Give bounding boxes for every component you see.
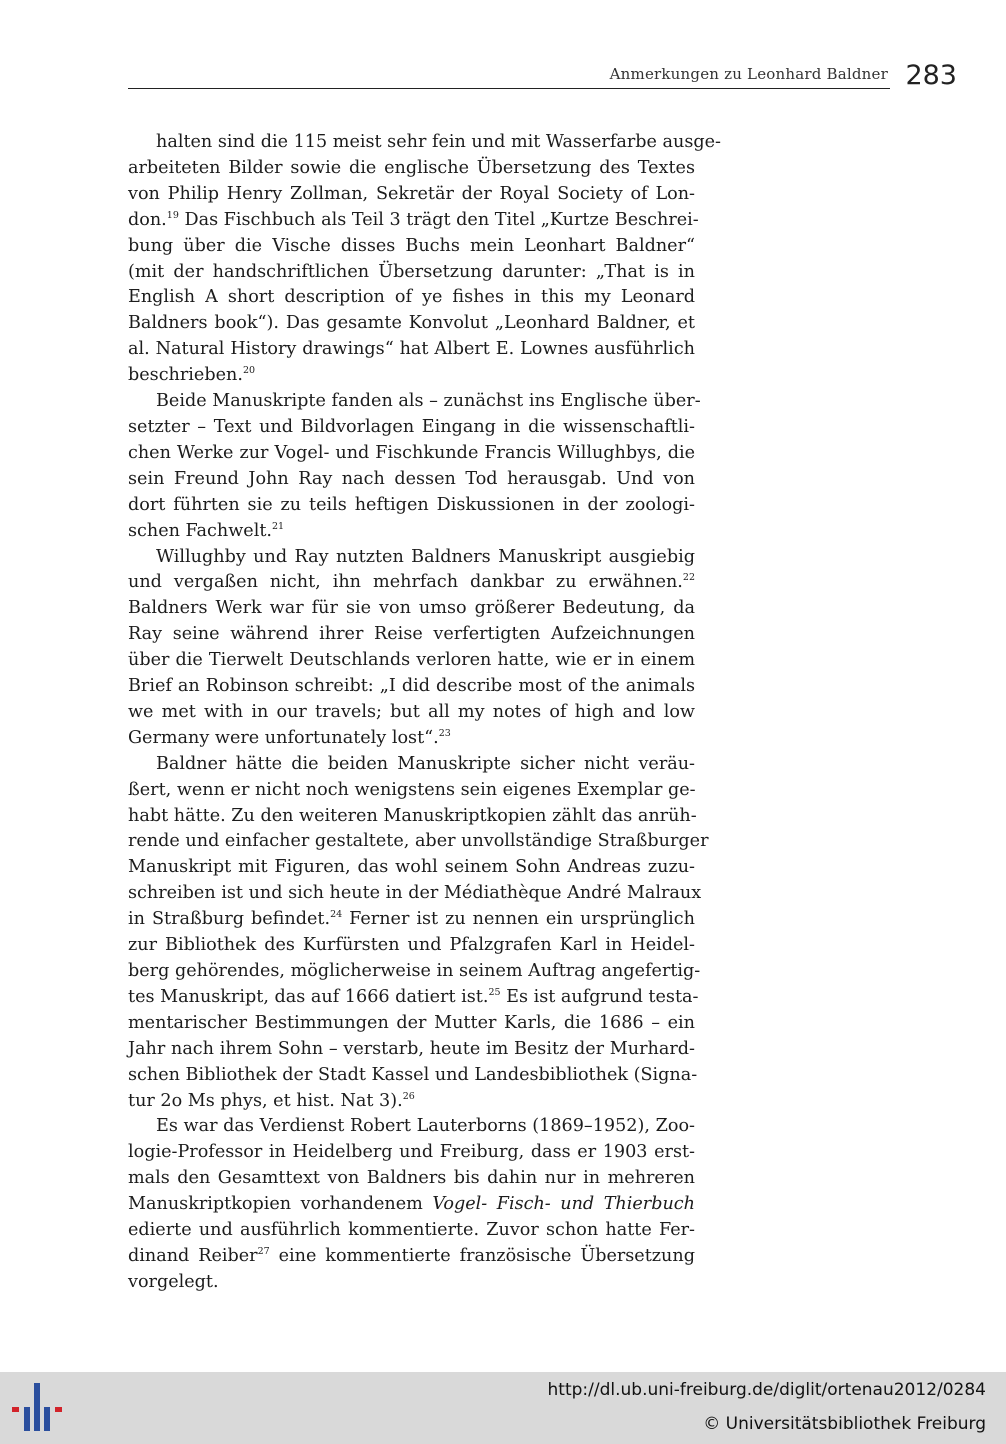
italic-title: Vogel- Fisch- und Thierbuch	[432, 1194, 695, 1215]
text-run: in Straßburg befindet.	[128, 909, 331, 930]
paragraph	[128, 389, 701, 544]
page-number: 283	[905, 60, 957, 91]
text-line	[128, 1218, 695, 1244]
text-run: und vergaßen nicht, ihn mehrfach dankbar zu erwähnen.	[128, 572, 683, 593]
text-line	[128, 467, 695, 493]
text-line	[128, 337, 695, 363]
paragraph	[128, 545, 695, 752]
text-run: English A short description of ye fishes in this my Leonard	[128, 287, 695, 308]
text-line	[128, 1114, 695, 1140]
body-text	[128, 130, 721, 1296]
text-line	[128, 700, 695, 726]
text-run: edierte und ausführlich kommentierte. Zuvor schon hatte Fer-	[128, 1220, 695, 1241]
text-run: don.	[128, 209, 167, 230]
footnote-marker: 25	[488, 986, 501, 998]
text-line	[128, 648, 695, 674]
text-run: dinand Reiber	[128, 1245, 258, 1266]
text-run: mals den Gesamttext von Baldners bis dahin nur in mehreren	[128, 1168, 695, 1189]
text-run: zur Bibliothek des Kurfürsten und Pfalzgrafen Karl in Heidel-	[128, 935, 695, 956]
footnote-marker: 24	[330, 909, 343, 921]
footnote-marker: 19	[166, 209, 179, 221]
paragraph	[128, 752, 709, 1115]
text-run: berg gehörendes, möglicherweise in seinem Auftrag angefertig-	[128, 961, 701, 981]
text-line	[128, 1140, 695, 1166]
text-line	[128, 441, 695, 467]
text-run: beschrieben.	[128, 365, 243, 386]
text-line	[128, 208, 699, 234]
text-run: Germany were unfortunately lost“.	[128, 727, 439, 748]
text-run: Es war das Verdienst Robert Lauterborns (1869–1952), Zoo-	[156, 1116, 695, 1137]
text-run: al. Natural History drawings“ hat Albert E. Lownes ausführlich	[128, 339, 695, 360]
text-line	[128, 933, 695, 959]
logo-right-dash	[55, 1407, 62, 1412]
logo-bar-tall	[34, 1383, 40, 1431]
text-run: rende und einfacher gestaltete, aber unvollständige Straßburger	[128, 831, 709, 852]
text-line	[128, 182, 695, 208]
text-run: tes Manuskript, das auf 1666 datiert ist.	[128, 986, 489, 1007]
text-line	[128, 363, 695, 389]
footnote-marker: 27	[257, 1245, 270, 1257]
page-header	[128, 58, 960, 98]
text-run: tur 2o Ms phys, et hist. Nat 3).	[128, 1090, 403, 1111]
text-line	[128, 959, 701, 985]
text-run: Manuskript mit Figuren, das wohl seinem Sohn Andreas zuzu-	[128, 857, 695, 878]
text-line	[128, 285, 695, 311]
text-run: sein Freund John Ray nach dessen Tod herausgab. Und von	[128, 468, 695, 489]
paragraph	[128, 130, 721, 389]
text-run: von Philip Henry Zollman, Sekretär der Royal Society of Lon-	[128, 183, 695, 204]
footnote-marker: 22	[682, 572, 695, 584]
text-run: Brief an Robinson schreibt: „I did describe most of the animals	[128, 676, 695, 697]
text-line	[128, 778, 695, 804]
header-rule	[128, 88, 890, 89]
text-line	[128, 1166, 695, 1192]
running-head: Anmerkungen zu Leonhard Baldner	[609, 65, 888, 83]
text-run: vorgelegt.	[128, 1271, 219, 1292]
footnote-marker: 26	[402, 1090, 415, 1102]
text-run: arbeiteten Bilder sowie die englische Übersetzung des Textes	[128, 157, 695, 178]
text-line	[128, 389, 701, 415]
text-run: Es ist aufgrund testa-	[500, 986, 699, 1007]
text-line	[128, 1037, 695, 1063]
text-run: bung über die Vische disses Buchs mein Leonhart Baldner“	[128, 235, 695, 256]
text-run: eine kommentierte französische Übersetzung	[269, 1245, 695, 1266]
text-run: Das Fischbuch als Teil 3 trägt den Titel „Kurtze Beschrei-	[178, 209, 699, 230]
text-run: logie-Professor in Heidelberg und Freiburg, dass er 1903 erst-	[128, 1142, 695, 1163]
text-line	[128, 234, 695, 260]
text-line	[128, 570, 695, 596]
text-run: Baldners book“). Das gesamte Konvolut „Leonhard Baldner, et	[128, 313, 695, 334]
text-line	[128, 1089, 695, 1115]
text-run: habt hätte. Zu den weiteren Manuskriptkopien zählt das anrüh-	[128, 805, 697, 826]
logo-bar-short	[24, 1407, 30, 1431]
text-line	[128, 1270, 695, 1296]
text-run: halten sind die 115 meist sehr fein und mit Wasserfarbe ausge-	[156, 132, 721, 152]
text-run: Willughby und Ray nutzten Baldners Manuskript ausgiebig	[156, 546, 695, 567]
text-run: schreiben ist und sich heute in der Médiathèque André Malraux	[128, 883, 702, 904]
text-run: Beide Manuskripte fanden als – zunächst ins Englische über-	[156, 391, 701, 412]
text-line	[128, 415, 695, 441]
text-line	[128, 674, 695, 700]
text-line	[128, 545, 695, 571]
text-run: ßert, wenn er nicht noch wenigstens sein eigenes Exemplar ge-	[128, 779, 696, 800]
text-line	[128, 1192, 695, 1218]
text-run: mentarischer Bestimmungen der Mutter Karls, die 1686 – ein	[128, 1012, 695, 1033]
text-run: schen Fachwelt.	[128, 520, 272, 541]
text-line	[128, 130, 721, 156]
logo-left-dash	[12, 1407, 19, 1412]
text-line	[128, 260, 695, 286]
logo-bar-mid	[44, 1407, 50, 1431]
text-run: über die Tierwelt Deutschlands verloren hatte, wie er in einem	[128, 650, 695, 671]
footnote-marker: 23	[438, 727, 451, 739]
footnote-marker: 20	[242, 365, 256, 377]
text-line	[128, 596, 695, 622]
text-line	[128, 855, 695, 881]
text-line	[128, 493, 695, 519]
text-line	[128, 829, 709, 855]
text-run: we met with in our travels; but all my notes of high and low	[128, 701, 695, 722]
text-run: chen Werke zur Vogel- und Fischkunde Francis Willughbys, die	[128, 442, 695, 463]
text-line	[128, 519, 695, 545]
text-run: Jahr nach ihrem Sohn – verstarb, heute im Besitz der Murhard-	[128, 1038, 695, 1059]
footer-url-link[interactable]: http://dl.ub.uni-freiburg.de/diglit/ortenau2012/0284	[547, 1380, 986, 1400]
text-line	[128, 1011, 695, 1037]
text-line	[128, 985, 699, 1011]
library-logo-icon	[12, 1383, 64, 1435]
text-line	[128, 881, 702, 907]
paragraph	[128, 1114, 695, 1295]
text-run: Ray seine während ihrer Reise verfertigten Aufzeichnungen	[128, 624, 695, 645]
footer-copyright: © Universitätsbibliothek Freiburg	[703, 1414, 986, 1434]
text-line	[128, 726, 695, 752]
footer-bar	[0, 1372, 1006, 1444]
text-line	[128, 752, 695, 778]
text-line	[128, 622, 695, 648]
text-run: Ferner ist zu nennen ein ursprünglich	[342, 909, 695, 930]
text-run: Manuskriptkopien vorhandenem	[128, 1194, 433, 1215]
text-run: Baldner hätte die beiden Manuskripte sicher nicht veräu-	[156, 753, 695, 774]
text-line	[128, 1244, 695, 1270]
text-run: (mit der handschriftlichen Übersetzung darunter: „That is in	[128, 261, 695, 282]
footnote-marker: 21	[272, 520, 285, 532]
text-line	[128, 1063, 698, 1089]
text-line	[128, 311, 695, 337]
text-line	[128, 804, 695, 830]
text-run: setzter – Text und Bildvorlagen Eingang in die wissenschaftli-	[128, 416, 695, 437]
text-line	[128, 156, 695, 182]
text-run: dort führten sie zu teils heftigen Diskussionen in der zoologi-	[128, 494, 695, 515]
text-run: schen Bibliothek der Stadt Kassel und Landesbibliothek (Signa-	[128, 1064, 698, 1085]
text-line	[128, 907, 695, 933]
text-run: Baldners Werk war für sie von umso größerer Bedeutung, da	[128, 598, 695, 619]
